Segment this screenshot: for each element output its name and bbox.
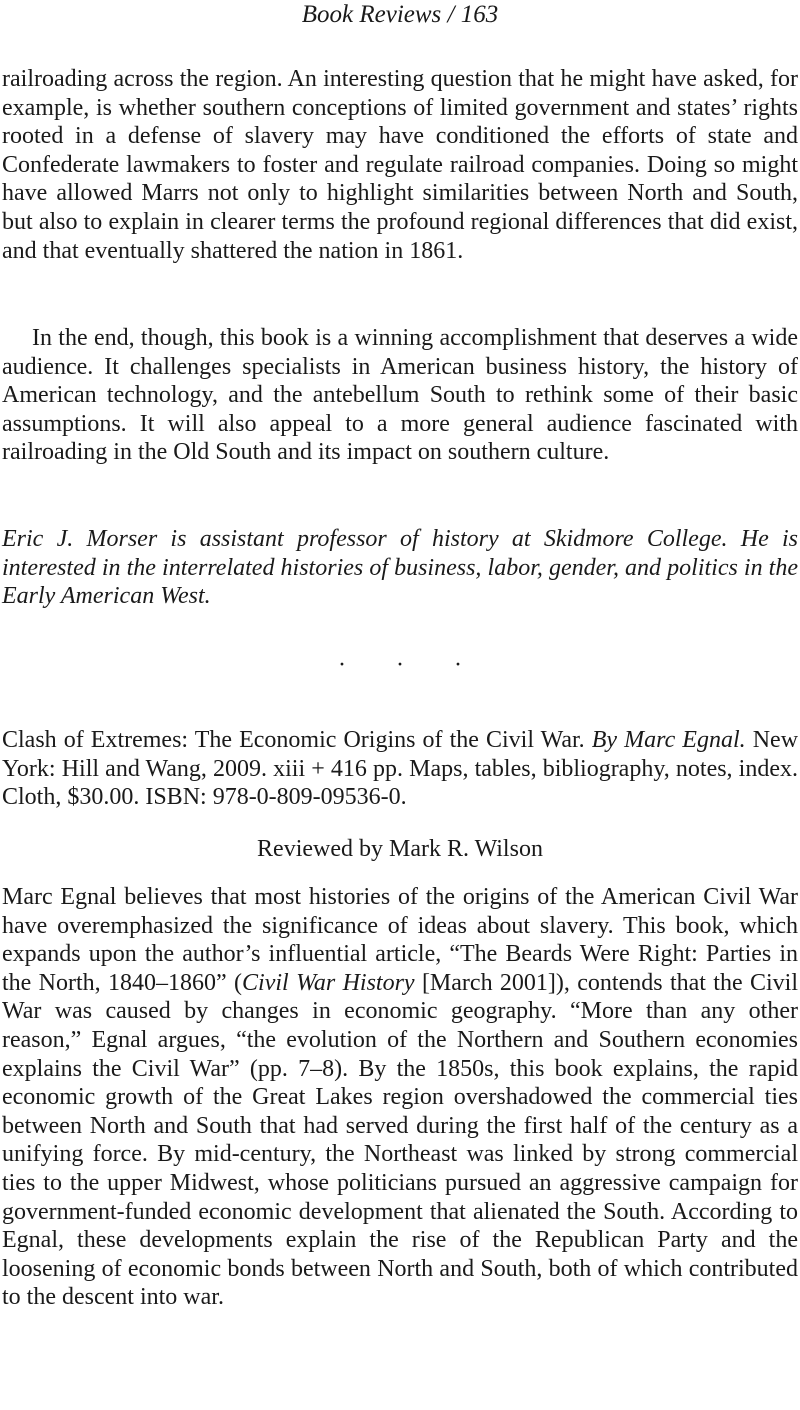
review-conclusion-paragraph: In the end, though, this book is a winning accomplishment that deserves a wide audience. It challenges specialists in American business history, the history of American technology, and the antebellum South to rethink some of their basic assumptions. It will also appeal to a more general audience fascinated with railroading in the Old South and its impact on southern culture. [2, 325, 798, 466]
review-body-part-2: [March 2001]), contends that the Civil War was caused by changes in economic geography. “More than any other reason,” Egnal argues, “the evolution of the Northern and Southern economies explains the Civil War” (pp. 7–8). By the 1850s, this book explains, the rapid economic growth of the Great Lakes region overshadowed the commercial ties between North and South that had served during the first half of the century as a unifying force. By mid-century, the Northeast was linked by strong commercial ties to the upper Midwest, whose politicians pursued an aggressive campaign for government-funded economic development that alienated the South. According to Egnal, these developments explain the rise of the Republican Party and the loosening of economic bonds between North and South, both of which contributed to the descent into war. [2, 969, 798, 1311]
book-title: Clash of Extremes: The Economic Origins of the Civil War. [2, 727, 585, 753]
journal-title: Civil War History [242, 969, 415, 996]
review-body-part-1: Marc Egnal believes that most histories of the origins of the American Civil War have overemphasized the significance of ideas about slavery. This book, which expands upon the author’s influential article, “The Beards Were Right: Parties in the North, 1840–1860” ( [2, 884, 798, 996]
running-head: Book Reviews / 163 [301, 1, 499, 28]
book-author: By Marc Egnal. [591, 727, 746, 753]
review-closing-paragraph: railroading across the region. An interesting question that he might have asked, for example, is whether southern conceptions of limited government and states’ rights rooted in a defense of slavery may have conditioned the efforts of state and Confederate lawmakers to foster and regulate railroad companies. Doing so might have allowed Marrs not only to highlight similarities between North and South, but also to explain in clearer terms the profound regional differences that did exist, and that eventually shattered the nation in 1861. [2, 66, 798, 264]
book-details: New York: Hill and Wang, 2009. xiii + 416 pp. Maps, tables, bibliography, notes, index. Cloth, $30.00. ISBN: 978-0-809-09536-0. [2, 727, 799, 811]
book-citation [2, 726, 798, 812]
section-divider: · · · [338, 652, 484, 678]
reviewer-bio: Eric J. Morser is assistant professor of history at Skidmore College. He is interested in the interrelated histories of business, labor, gender, and politics in the Early American West. [2, 526, 798, 610]
reviewed-by-line: Reviewed by Mark R. Wilson [257, 836, 543, 862]
review-body-paragraph [2, 883, 798, 1312]
